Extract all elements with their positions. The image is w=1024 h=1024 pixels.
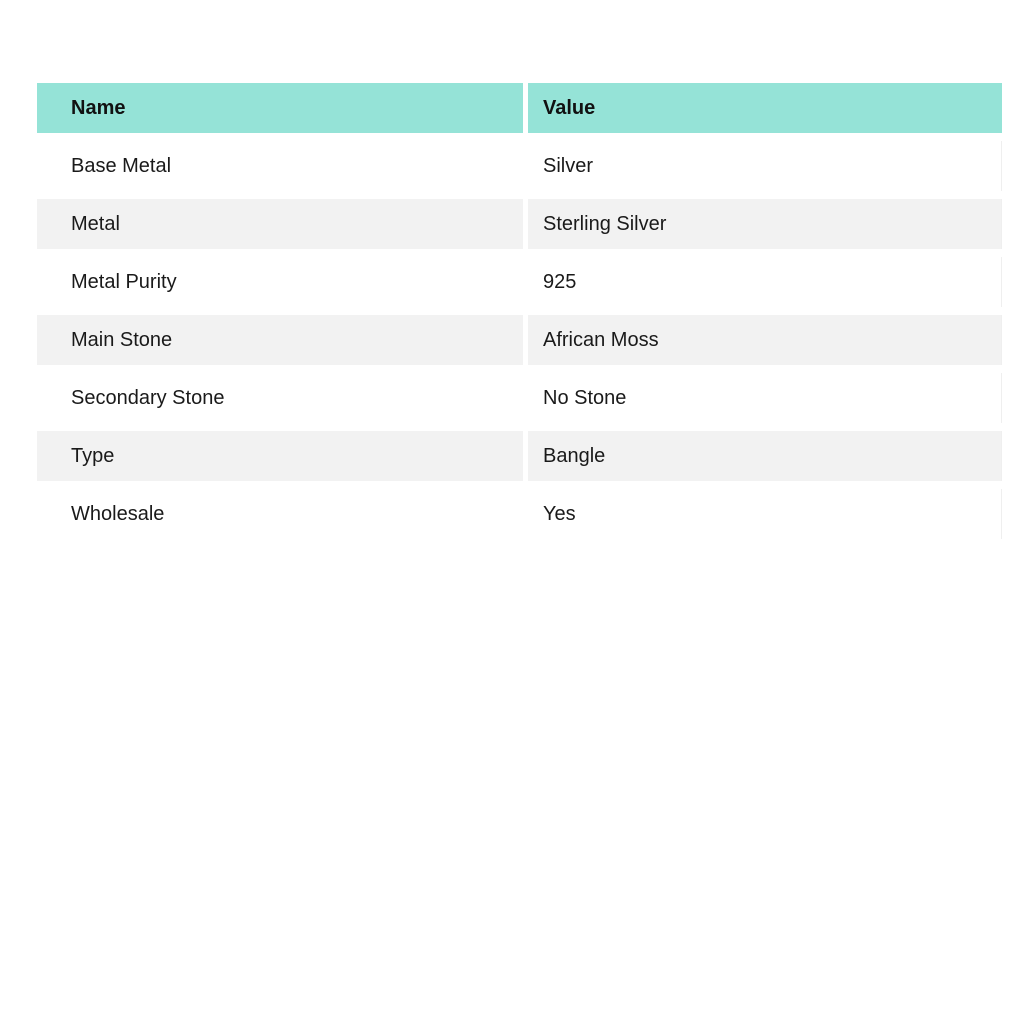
attribute-name: Main Stone [71,329,173,351]
table-row-value-cell [528,431,1002,481]
column-header-value-label: Value [543,97,596,119]
attribute-value: Bangle [543,445,606,467]
table-row-value-cell [528,141,1002,191]
attribute-name: Base Metal [71,155,172,177]
attribute-name: Type [71,445,115,467]
table-row-value-cell [528,315,1002,365]
table-row-name-cell [37,257,523,307]
column-header-name [37,83,523,133]
table-row-value-cell [528,257,1002,307]
attribute-value: Sterling Silver [543,213,667,235]
table-row-name-cell [37,199,523,249]
attributes-table [37,83,1002,539]
attribute-name: Metal [71,213,120,235]
table-row-name-cell [37,431,523,481]
table-row-value-cell [528,489,1002,539]
column-header-name-label: Name [71,97,126,119]
table-row-value-cell [528,373,1002,423]
table-row-name-cell [37,315,523,365]
attribute-name: Secondary Stone [71,387,225,409]
table-row-name-cell [37,141,523,191]
column-header-value [528,83,1002,133]
attribute-value: Silver [543,155,594,177]
attribute-name: Wholesale [71,503,165,525]
attribute-value: No Stone [543,387,627,409]
attribute-value: Yes [543,503,576,525]
attribute-value: African Moss [543,329,659,351]
table-row-name-cell [37,373,523,423]
attribute-name: Metal Purity [71,271,177,293]
table-row-value-cell [528,199,1002,249]
attribute-value: 925 [543,271,577,293]
table-row-name-cell [37,489,523,539]
